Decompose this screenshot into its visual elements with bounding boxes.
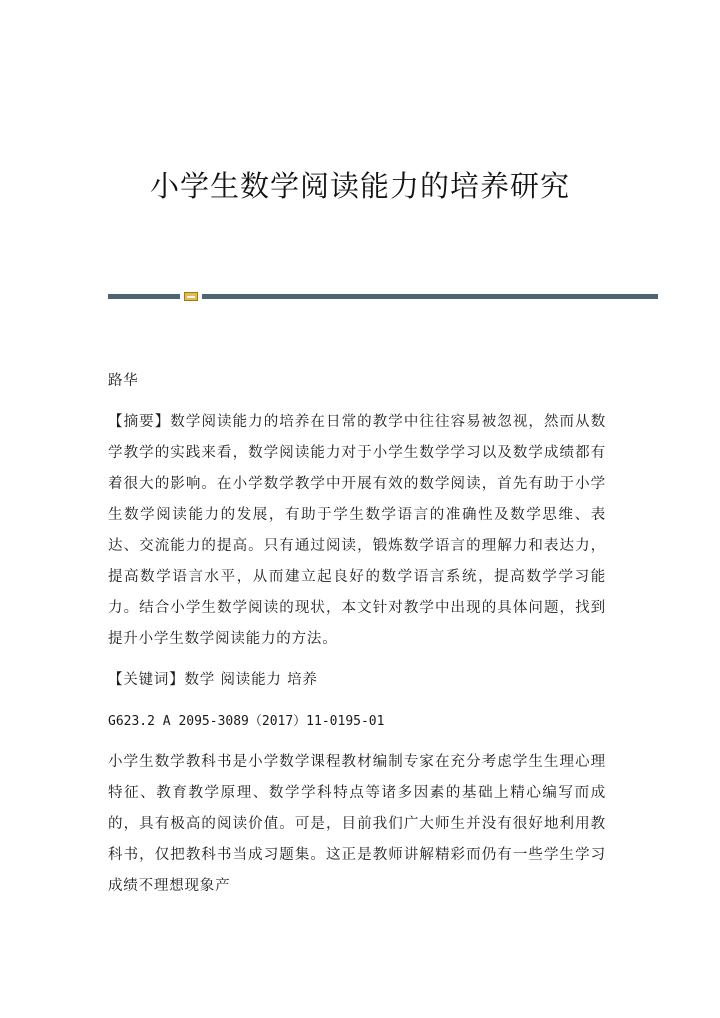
divider-bar-left [108, 294, 180, 299]
abstract-paragraph [108, 407, 606, 655]
document-emblem-icon [184, 292, 198, 301]
classification-line: G623.2 A 2095-3089（2017）11-0195-01 [108, 714, 385, 729]
keywords-label: 【关键词】 [108, 672, 185, 688]
divider-bar-right [202, 294, 658, 299]
abstract-text: 数学阅读能力的培养在日常的教学中往往容易被忽视，然而从数学教学的实践来看，数学阅读能力对于小学生数学学习以及数学成绩都有着很大的影响。在小学数学教学中开展有效的数学阅读，首先有助于小学生数学阅读能力的发展，有助于学生数学语言的准确性及数学思维、表达、交流能力的提高。只有通过阅读，锻炼数学语言的理解力和表达力，提高数学语言水平，从而建立起良好的数学语言系统，提高数学学习能力。结合小学生数学阅读的现状，本文针对教学中出现的具体问题，找到提升小学生数学阅读能力的方法。 [108, 414, 607, 647]
abstract-label: 【摘要】 [108, 414, 171, 430]
body-paragraph: 小学生数学教科书是小学数学课程教材编制专家在充分考虑学生生理心理特征、教育教学原理、数学学科特点等诸多因素的基础上精心编写而成的，具有极高的阅读价值。可是，目前我们广大师生并没有很好地利用教科书，仅把教科书当成习题集。这正是教师讲解精彩而仍有一些学生学习成绩不理想现象产 [108, 754, 606, 894]
author-name: 路华 [108, 373, 139, 389]
keywords-text: 数学 阅读能力 培养 [184, 672, 318, 688]
document-title: 小学生数学阅读能力的培养研究 [149, 169, 570, 203]
title-divider [108, 292, 658, 302]
document-content [108, 366, 606, 902]
keywords-line [108, 665, 606, 696]
